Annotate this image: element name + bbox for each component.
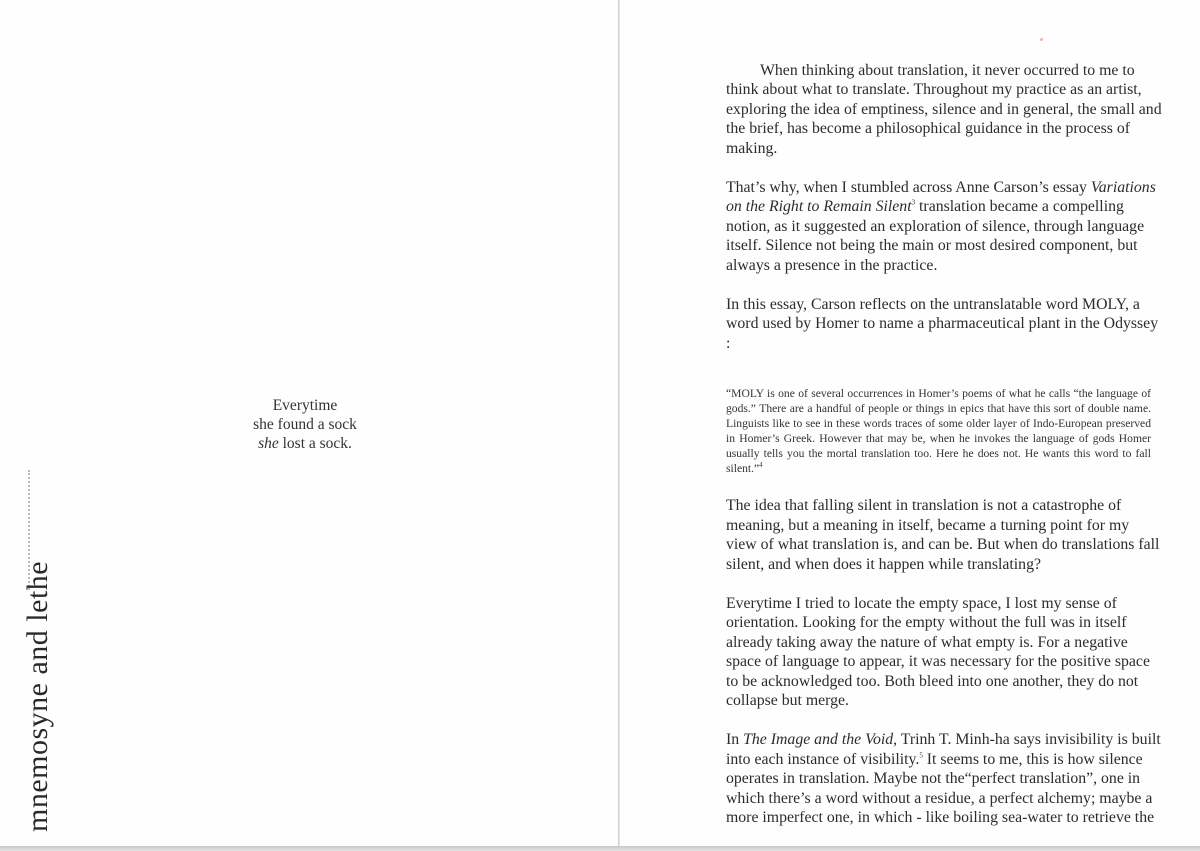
paragraph-6-before: In xyxy=(726,731,744,749)
block-quote-text: “MOLY is one of several occurrences in Homer’s poems of what he calls “the language of gods.” There are a handful of people or things in epics that have this sort of double name. Linguists like to see in these words traces of some older layer of Indo-European preserved in Homer’s Greek. However that may be, when he invokes the language of gods Homer usually tells you the mortal translation too. Here he does not. He wants this word to fall silent.” xyxy=(726,387,1151,476)
paragraph-2-after: translation became a compelling notion, as it suggested an exploration of silence, through language itself. Silence not being the main or most desired component, but always a presence in the practice. xyxy=(726,198,1145,274)
paragraph-4: The idea that falling silent in translation is not a catastrophe of meaning, but a meaning in itself, became a turning point for my view of what translation is, and can be. But when do translations fall silent, and when does it happen while translating? xyxy=(726,497,1160,573)
paragraph-6-after: It seems to me, this is how silence operates in translation. Maybe not the“perfect translation”, one in which there’s a word without a residue, a perfect alchemy; maybe a more imperfect one, in which - like boiling sea-water to retrieve the xyxy=(726,750,1155,826)
poem-line-2: she found a sock xyxy=(253,416,357,433)
paragraph-6-middle: , Trinh T. Minh-ha says invisibility is built into each instance of visibility. xyxy=(726,731,1161,768)
footnote-3: 3 xyxy=(911,199,916,208)
poem-line-1: Everytime xyxy=(272,397,338,414)
poem-line-3 xyxy=(220,434,390,453)
paragraph-5: Everytime I tried to locate the empty space, I lost my sense of orientation. Looking for the empty without the full was in itself already taking away the nature of what empty is. For a negative space of language to appear, it was necessary for the positive space to be acknowledged too. Both bleed into one another, they do not collapse but merge. xyxy=(726,594,1150,709)
essay-title: Variations on the Right to Remain Silent xyxy=(726,179,1156,216)
paragraph-2 xyxy=(726,178,1162,275)
footnote-5: 5 xyxy=(919,751,923,760)
paragraph-2-before: That’s why, when I stumbled across Anne Carson’s essay xyxy=(726,179,1091,197)
spine-title: mnemosyne and lethe xyxy=(21,560,54,832)
poem-line-3-italic: she xyxy=(258,435,279,452)
paper-fleck xyxy=(1040,38,1043,41)
text-column xyxy=(726,61,1162,827)
block-quote xyxy=(726,386,1151,476)
paragraph-1: When thinking about translation, it never occurred to me to think about what to translate. Throughout my practice as an artist, exploring the idea of emptiness, silence and in general, the small and the brief, has become a philosophical guidance in the process of making. xyxy=(726,62,1162,157)
book-title: The Image and the Void xyxy=(743,731,894,749)
paragraph-6 xyxy=(726,730,1162,827)
spine xyxy=(6,470,54,840)
footnote-4: 4 xyxy=(759,461,763,470)
poem-line-3-rest: lost a sock. xyxy=(278,435,352,452)
paragraph-3: In this essay, Carson reflects on the untranslatable word MOLY, a word used by Homer to name a pharmaceutical plant in the Odyssey : xyxy=(726,296,1159,352)
poem xyxy=(220,396,390,453)
page-bottom-edge xyxy=(0,846,1200,851)
